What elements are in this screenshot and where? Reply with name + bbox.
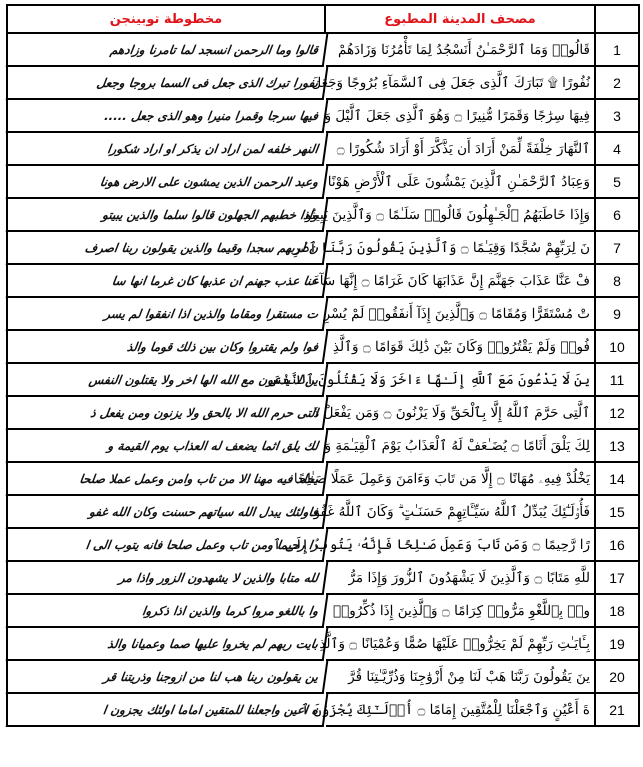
quran-line: بِـَٔايَـٰتِ رَبِّهِمْ لَمْ يَخِرُّوا۟ عَلَيْهَا صُمًّا وَعُمْيَانًا ۝ وَٱلَّذِ [326, 628, 596, 661]
manuscript-line: لك يلق اثما يضعف له العذاب يوم القيمة و [6, 430, 329, 463]
line-number: 17 [596, 562, 640, 595]
line-number: 16 [596, 529, 640, 562]
manuscript-line: ن لربهم سجدا وقيما والذين يقولون ربنا اصرف [6, 232, 329, 265]
header-printed: مصحف المدينة المطبوع [326, 6, 596, 34]
comparison-table [6, 4, 640, 727]
table-row [8, 199, 640, 232]
header-row [8, 6, 640, 34]
manuscript-line: نفورا تبرك الذى جعل فى السما بروجا وجعل [6, 67, 329, 100]
quran-line: ٱلنَّهَارَ خِلْفَةً لِّمَنْ أَرَادَ أَن يَذَّكَّرَ أَوْ أَرَادَ شُكُورًا ۝ [326, 133, 596, 166]
table-row [8, 100, 640, 133]
quran-line: وَإِذَا خَاطَبَهُمُ ٱلْجَـٰهِلُونَ قَالُوا۟ سَلَـٰمًا ۝ وَٱلَّذِينَ يَبِيتُو [326, 199, 596, 232]
manuscript-line: وعبد الرحمن الذين يمشون على الارض هونا [6, 166, 329, 199]
quran-line: ينَ لَا يَدْعُونَ مَعَ ٱللَّهِ إِلَـٰهًا ءَاخَرَ وَلَا يَقْتُلُونَ ٱلنَّفْسَ [326, 364, 596, 397]
table-row [8, 661, 640, 694]
table-row [8, 364, 640, 397]
manuscript-line: ه اعين واجعلنا للمتقين اماما اولئك يجزون ا [6, 694, 329, 727]
quran-line: ٱلَّتِى حَرَّمَ ٱللَّهُ إِلَّا بِٱلْحَقِّ وَلَا يَزْنُونَ ۝ وَمَن يَفْعَلْ ذَ [326, 397, 596, 430]
line-number: 21 [596, 694, 640, 727]
manuscript-line: قالوا وما الرحمن انسجد لما تامرنا وزادهم [6, 34, 329, 67]
line-number: 11 [596, 364, 640, 397]
line-number: 5 [596, 166, 640, 199]
quran-line: رًا رَّحِيمًا ۝ وَمَن تَابَ وَعَمِلَ صَـٰلِحًا فَإِنَّهُۥ يَتُوبُ إِلَى ٱ [326, 529, 596, 562]
manuscript-line: ت مستقرا ومقاما والذين اذا انفقوا لم يسر [6, 298, 329, 331]
quran-line: تْ مُسْتَقَرًّا وَمُقَامًا ۝ وَٱلَّذِينَ إِذَآ أَنفَقُوا۟ لَمْ يُسْرِ [326, 298, 596, 331]
line-number: 18 [596, 595, 640, 628]
line-number: 15 [596, 496, 640, 529]
manuscript-line: ين لا يدعون مع الله الها اخر ولا يقتلون النفس [6, 364, 329, 397]
manuscript-line: عنا عذب جهنم ان عذبها كان غرما انها سا [6, 265, 329, 298]
line-number: 1 [596, 34, 640, 67]
line-number: 7 [596, 232, 640, 265]
table-row [8, 529, 640, 562]
line-number: 4 [596, 133, 640, 166]
comparison-sheet [6, 4, 638, 727]
quran-line: وَعِبَادُ ٱلرَّحْمَـٰنِ ٱلَّذِينَ يَمْشُونَ عَلَى ٱلْأَرْضِ هَوْنًا [326, 166, 596, 199]
line-number: 2 [596, 67, 640, 100]
table-row [8, 298, 640, 331]
quran-line: فْ عَنَّا عَذَابَ جَهَنَّمَ إِنَّ عَذَابَهَا كَانَ غَرَامًا ۝ إِنَّهَا سَآءَ [326, 265, 596, 298]
quran-line: وا۟ بِٱللَّغْوِ مَرُّوا۟ كِرَامًا ۝ وَٱلَّذِينَ إِذَا ذُكِّرُوا۟ [326, 595, 596, 628]
quran-line: لِكَ يَلْقَ أَثَامًا ۝ يُضَـٰعَفْ لَهُ ٱلْعَذَابُ يَوْمَ ٱلْقِيَـٰمَةِ وَ [326, 430, 596, 463]
quran-line: نَ لِرَبِّهِمْ سُجَّدًا وَقِيَـٰمًا ۝ وَٱلَّذِينَ يَقُولُونَ رَبَّنَا ٱصْرِ [326, 232, 596, 265]
line-number: 6 [596, 199, 640, 232]
header-manuscript: مخطوطة توبينجن [8, 6, 326, 34]
table-row [8, 166, 640, 199]
quran-line: فُوا۟ وَلَمْ يَقْتُرُوا۟ وَكَانَ بَيْنَ ذَٰلِكَ قَوَامًا ۝ وَٱلَّذِ [326, 331, 596, 364]
line-number: 10 [596, 331, 640, 364]
manuscript-line: فوا ولم يقتروا وكان بين ذلك قوما والذ [6, 331, 329, 364]
table-row [8, 232, 640, 265]
table-row [8, 133, 640, 166]
table-row [8, 562, 640, 595]
line-number: 12 [596, 397, 640, 430]
quran-line: فَأُو۟لَـٰٓئِكَ يُبَدِّلُ ٱللَّهُ سَيِّـَٔاتِهِمْ حَسَنَـٰتٍ ۗ وَكَانَ ٱللَّهُ غَفُو [326, 496, 596, 529]
table-row [8, 430, 640, 463]
manuscript-line: التى حرم الله الا بالحق ولا يزنون ومن يفعل ذ [6, 397, 329, 430]
line-number: 13 [596, 430, 640, 463]
line-number: 3 [596, 100, 640, 133]
manuscript-line: فاولئك يبدل الله سياتهم حسنت وكان الله غفو [6, 496, 329, 529]
line-number: 14 [596, 463, 640, 496]
quran-line: يَخْلُدْ فِيهِۦ مُهَانًا ۝ إِلَّا مَن تَابَ وَءَامَنَ وَعَمِلَ عَمَلًا صَـٰلِحًا [326, 463, 596, 496]
table-row [8, 34, 640, 67]
table-row [8, 67, 640, 100]
manuscript-line: ين يقولون ربنا هب لنا من ازوجنا وذريتنا قر [6, 661, 329, 694]
table-row [8, 628, 640, 661]
table-row [8, 265, 640, 298]
table-row [8, 463, 640, 496]
table-row [8, 595, 640, 628]
manuscript-line: النهر خلفه لمن اراد ان يذكر او اراد شكورا [6, 133, 329, 166]
quran-line: ةَ أَعْيُنٍ وَٱجْعَلْنَا لِلْمُتَّقِينَ إِمَامًا ۝ أُو۟لَـٰٓئِكَ يُجْزَوْنَ ٱ [326, 694, 596, 727]
table-row [8, 331, 640, 364]
manuscript-line: فيها سرجا وقمرا منيرا وهو الذى جعل ..... [6, 100, 329, 133]
quran-line: ينَ يَقُولُونَ رَبَّنَا هَبْ لَنَا مِنْ أَزْوَٰجِنَا وَذُرِّيَّـٰتِنَا قُرَّ [326, 661, 596, 694]
line-number: 20 [596, 661, 640, 694]
header-number [596, 6, 640, 34]
quran-line: للَّهِ مَتَابًا ۝ وَٱلَّذِينَ لَا يَشْهَدُونَ ٱلزُّورَ وَإِذَا مَرُّ [326, 562, 596, 595]
manuscript-line: وا باللغو مروا كرما والذين اذا ذكروا [6, 595, 329, 628]
manuscript-line: لله متابا والذين لا يشهدون الزور واذا مر [6, 562, 329, 595]
quran-line: قَالُوا۟ وَمَا ٱلرَّحْمَـٰنُ أَنَسْجُدُ لِمَا تَأْمُرُنَا وَزَادَهُمْ [326, 34, 596, 67]
table-row [8, 496, 640, 529]
table-row [8, 694, 640, 727]
line-number: 19 [596, 628, 640, 661]
line-number: 8 [596, 265, 640, 298]
manuscript-line: بايت ربهم لم يخروا عليها صما وعميانا والذ [6, 628, 329, 661]
quran-line: نُفُورًا ۩ تَبَارَكَ ٱلَّذِى جَعَلَ فِى ٱلسَّمَآءِ بُرُوجًا وَجَعَلَ [326, 67, 596, 100]
rows-body [8, 34, 640, 727]
manuscript-line: واذا خطبهم الجهلون قالوا سلما والذين يبيتو [6, 199, 329, 232]
table-row [8, 397, 640, 430]
manuscript-line: يخلد فيه مهنا الا من تاب وامن وعمل عملا صلحا [6, 463, 329, 496]
manuscript-line: را رحيما ومن تاب وعمل صلحا فانه يتوب الى ا [6, 529, 329, 562]
line-number: 9 [596, 298, 640, 331]
quran-line: فِيهَا سِرَٰجًا وَقَمَرًا مُّنِيرًا ۝ وَهُوَ ٱلَّذِى جَعَلَ ٱلَّيْلَ وَ [326, 100, 596, 133]
